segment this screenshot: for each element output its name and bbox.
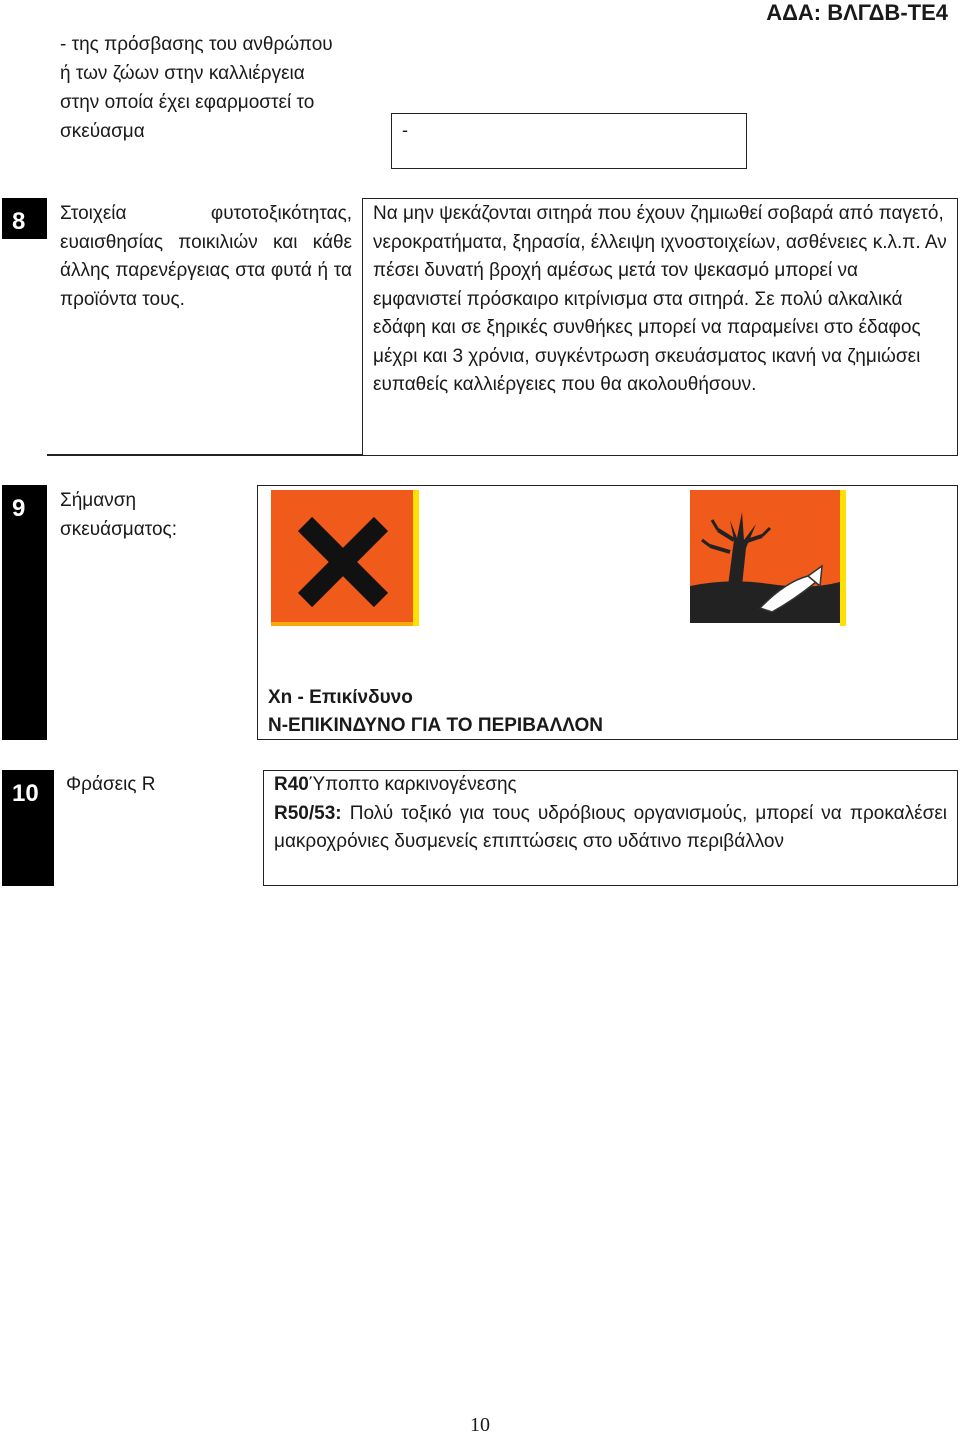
row-9-label-line: σκευάσματος: [60,518,177,540]
row-9-number: 9 [2,485,47,740]
r5053-phrase [274,800,947,857]
row-9-label-line: Σήμανση [60,490,137,511]
row-8-label: Στοιχεία φυτοτοξικότητας, ευαισθησίας ποικιλιών και κάθε άλλης παρενέργειας στα φυτά ή τα προϊόντα τους. [60,203,352,310]
previous-row-value-box [391,113,747,169]
r40-text: Ύποπτο καρκινογένεσης [308,774,517,795]
harmful-cross-icon [271,490,423,628]
row-8-number: 8 [2,198,47,239]
previous-row-line: - της πρόσβασης του ανθρώπου [60,34,333,55]
environment-hazard-icon [690,490,850,628]
previous-row-value: - [402,120,408,140]
previous-row-line: ή των ζώων στην καλλιέργεια [60,63,305,84]
hazard-label-xn: Xn - Επικίνδυνο [268,687,413,708]
previous-row-line: στην οποία έχει εφαρμοστεί το [60,92,315,113]
row-10-content [274,771,947,857]
r40-code: R40 [274,774,309,795]
previous-row-text [60,30,370,146]
r5053-code: R50/53: [274,802,342,824]
row-8-label-underline [47,454,363,456]
r40-phrase [274,771,947,800]
document-code: ΑΔΑ: ΒΛΓΔΒ-ΤΕ4 [766,0,948,25]
row-9-label [60,487,177,544]
row-10-label: Φράσεις R [66,774,156,795]
hazard-label-n: N-ΕΠΙΚΙΝΔΥΝΟ ΓΙΑ ΤΟ ΠΕΡΙΒΑΛΛΟΝ [268,715,603,736]
row-8-content: Να μην ψεκάζονται σιτηρά που έχουν ζημιωθεί σοβαρά από παγετό, νεροκρατήματα, ξηρασία, έλλειψη ιχνοστοιχείων, ασθένειες κ.λ.π. Αν πέσει δυνατή βροχή αμέσως μετά τον ψεκασμό μπορεί να εμφανιστεί πρόσκαιρο κιτρίνισμα στα σιτηρά. Σε πολύ αλκαλικά εδάφη και σε ξηρικές συνθήκες μπορεί να παραμείνει στο έδαφος μέχρι και 3 χρόνια, συγκέντρωση σκευάσματος ικανή να ζημιώσει ευπαθείς καλλιέργειες που θα ακολουθήσουν. [373,203,947,395]
row-10-number: 10 [2,770,54,886]
page-number: 10 [470,1414,490,1436]
r5053-text: Πολύ τοξικό για τους υδρόβιους οργανισμούς, μπορεί να προκαλέσει μακροχρόνιες δυσμενείς επιπτώσεις στο υδάτινο περιβάλλον [274,802,948,852]
previous-row-line: σκεύασμα [60,121,145,142]
